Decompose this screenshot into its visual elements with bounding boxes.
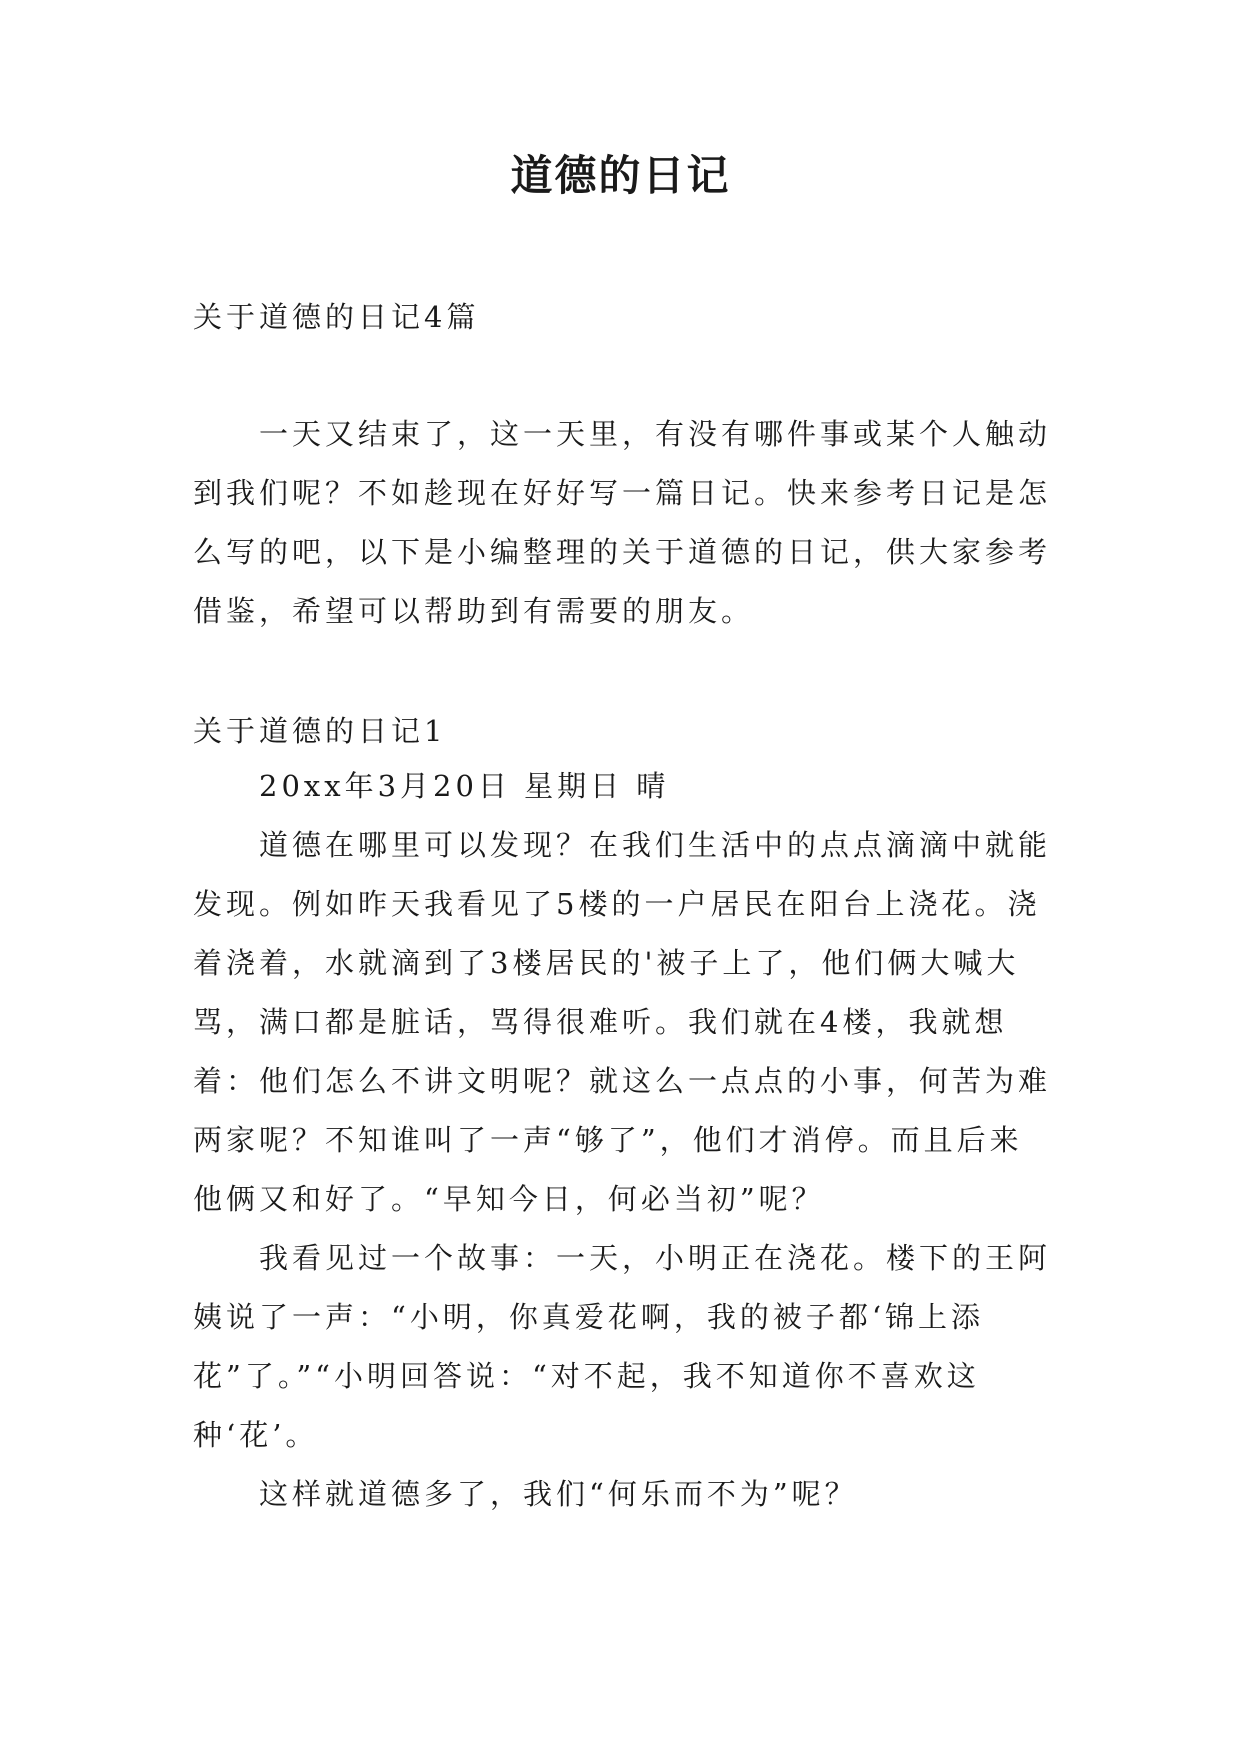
entry-date-line: 20xx年3月20日 星期日 晴 xyxy=(259,769,670,803)
entry-heading: 关于道德的日记1 xyxy=(193,714,447,748)
intro-section xyxy=(193,405,1053,641)
entry-body xyxy=(193,757,1053,1524)
document-title: 道德的日记 xyxy=(510,151,731,200)
entry-paragraph: 我看见过一个故事：一天，小明正在浇花。楼下的王阿姨说了一声：“小明，你真爱花啊，我的被子都‘锦上添花”了。”“小明回答说：“对不起，我不知道你不喜欢这种‘花’。 xyxy=(193,1241,1052,1452)
subtitle-text: 关于道德的日记4篇 xyxy=(193,300,480,334)
entry-heading-section xyxy=(193,702,1053,761)
entry-paragraph: 道德在哪里可以发现？在我们生活中的点点滴滴中就能发现。例如昨天我看见了5楼的一户居民在阳台上浇花。浇着浇着，水就滴到了3楼居民的'被子上了，他们俩大喊大骂，满口都是脏话，骂得很难听。我们就在4楼，我就想着：他们怎么不讲文明呢？就这么一点点的小事，何苦为难两家呢？不知谁叫了一声“够了”，他们才消停。而且后来他俩又和好了。“早知今日，何必当初”呢？ xyxy=(193,828,1052,1216)
entry-paragraph: 这样就道德多了，我们“何乐而不为”呢？ xyxy=(259,1477,858,1511)
intro-paragraph: 一天又结束了，这一天里，有没有哪件事或某个人触动到我们呢？不如趁现在好好写一篇日记。快来参考日记是怎么写的吧，以下是小编整理的关于道德的日记，供大家参考借鉴，希望可以帮助到有需要的朋友。 xyxy=(193,417,1052,628)
document-subtitle xyxy=(193,288,1053,347)
